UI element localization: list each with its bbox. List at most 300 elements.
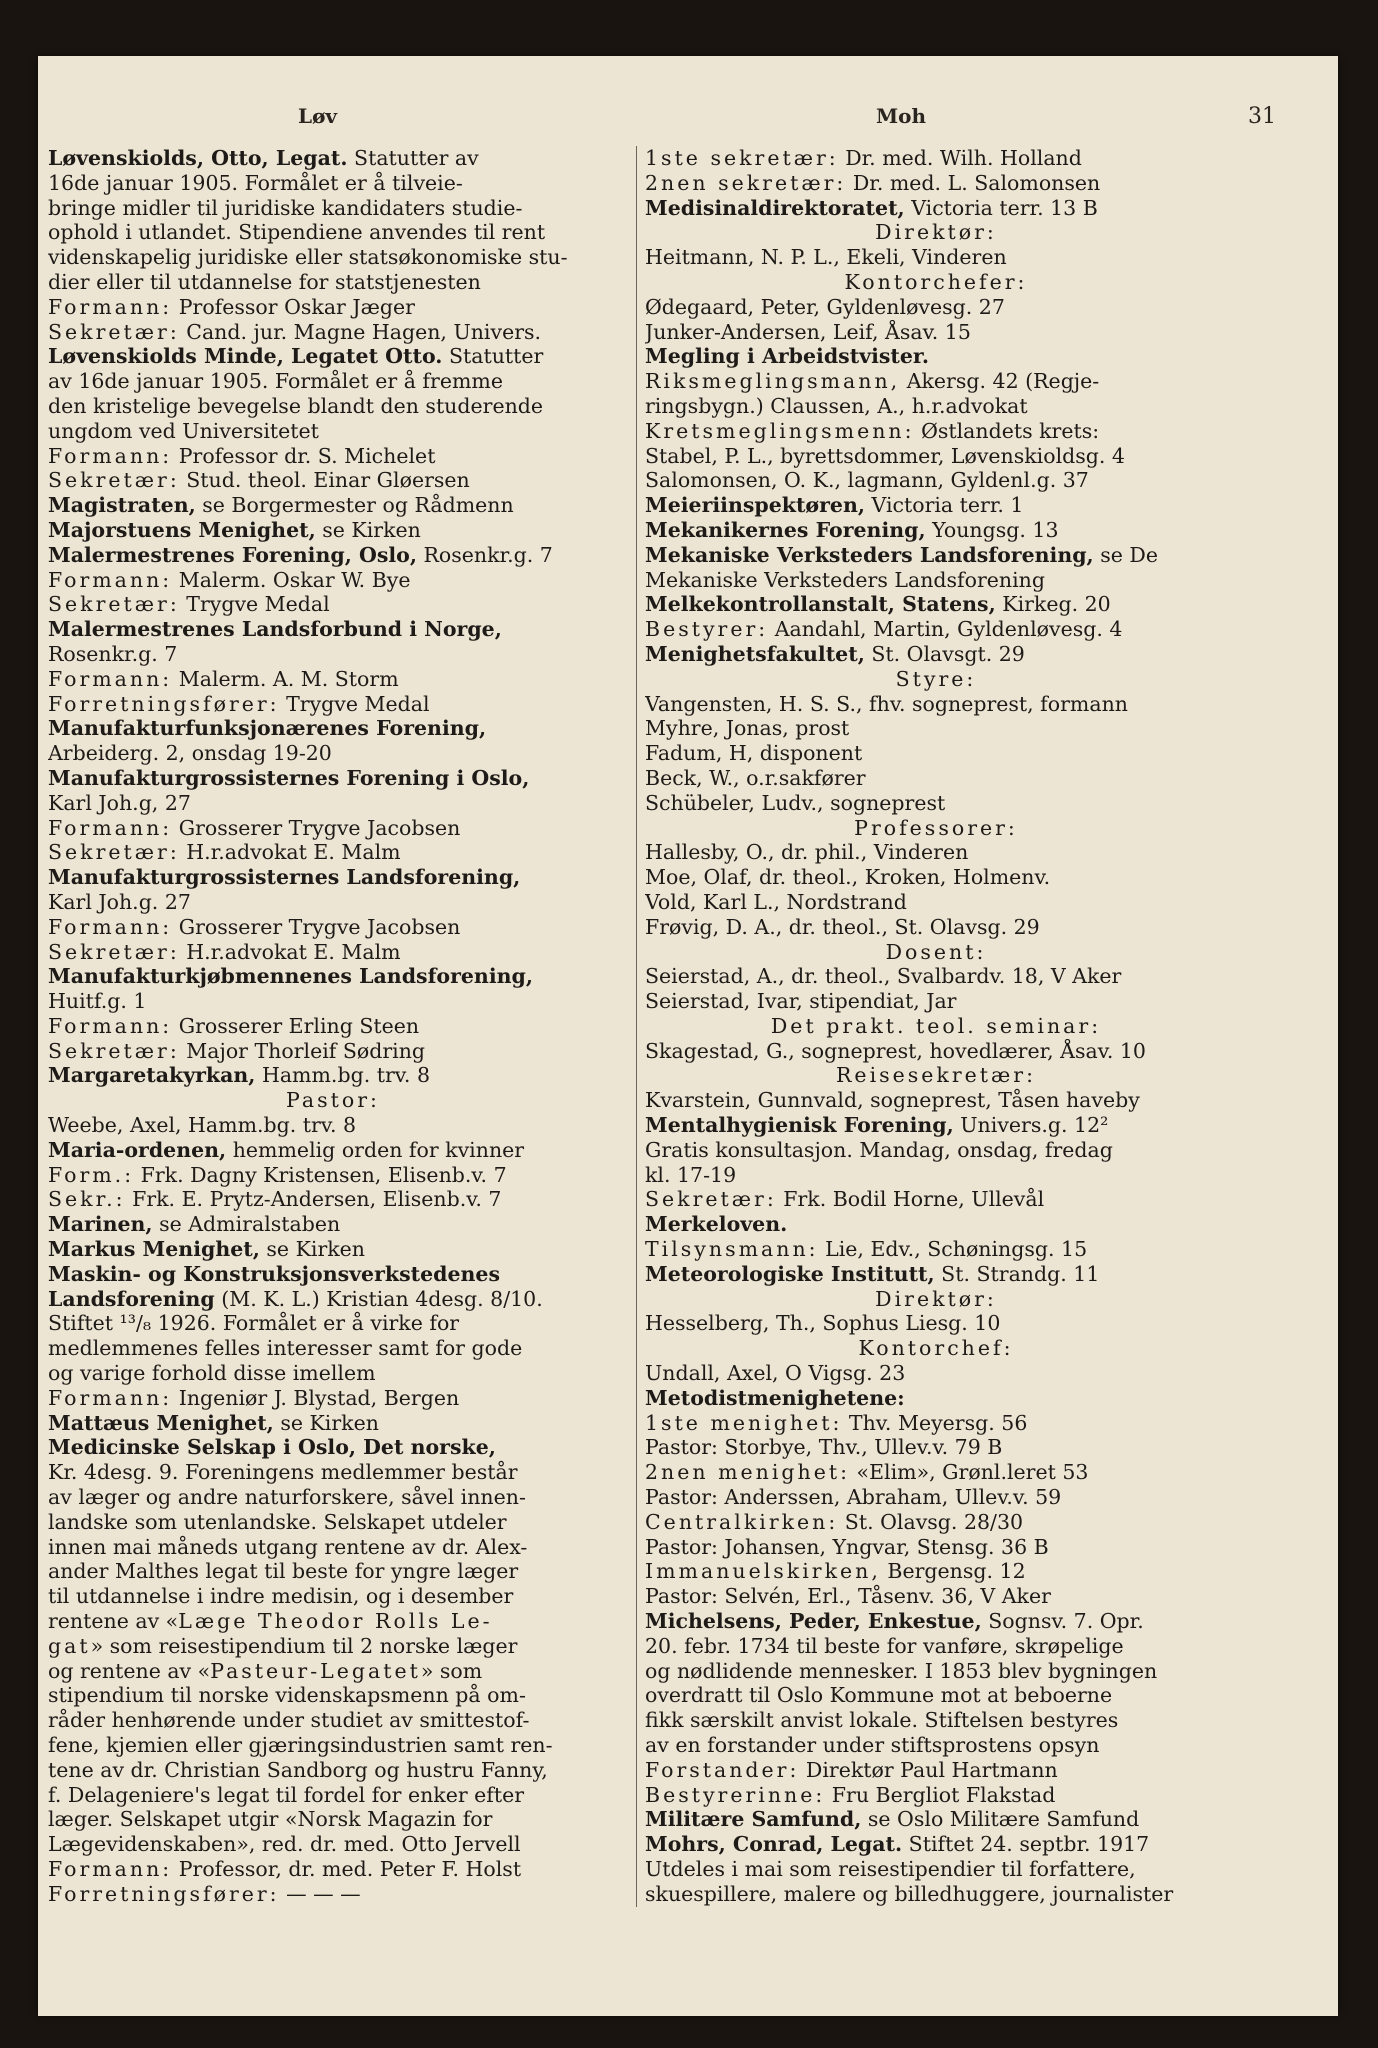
entry-text: Seierstad, A., dr. theol., Svalbardv. 18, V Aker xyxy=(645,964,1122,989)
entry-text: Professor Oskar Jæger xyxy=(172,294,415,319)
entry-line xyxy=(645,468,1227,493)
entry-line xyxy=(48,1163,618,1188)
entry-text: tene av dr. Christian Sandborg og hustru Fanny, xyxy=(48,1757,548,1782)
entry-line xyxy=(645,1510,1227,1535)
entry-line xyxy=(48,1609,618,1634)
entry-line xyxy=(645,592,1227,617)
entry-text: Trygve Medal xyxy=(279,691,430,716)
role-label: Læge Theodor Rolls Le- xyxy=(178,1609,493,1634)
entry-heading: Manufakturgrossisternes Forening i Oslo, xyxy=(48,765,530,790)
entry-line xyxy=(48,344,618,369)
entry-text: Schübeler, Ludv., sogneprest xyxy=(645,790,946,815)
entry-line xyxy=(645,146,1227,171)
entry-text: Moe, Olaf, dr. theol., Kroken, Holmenv. xyxy=(645,865,1051,890)
entry-text: og nødlidende mennesker. I 1853 blev bygningen xyxy=(645,1658,1158,1683)
entry-line xyxy=(645,816,1227,841)
entry-line xyxy=(645,295,1227,320)
entry-line xyxy=(48,1807,618,1832)
entry-line xyxy=(48,1311,618,1336)
entry-line xyxy=(48,394,618,419)
entry-text: se Kirken xyxy=(315,517,421,542)
entry-line xyxy=(48,1411,618,1436)
entry-line xyxy=(48,220,618,245)
entry-line xyxy=(645,1187,1227,1212)
entry-line xyxy=(48,1460,618,1485)
role-label: Formann: xyxy=(48,914,173,939)
entry-line xyxy=(48,1361,618,1386)
entry-line xyxy=(645,444,1227,469)
entry-text: se De xyxy=(1093,542,1158,567)
entry-line xyxy=(645,1287,1227,1312)
entry-text: H.r.advokat E. Malm xyxy=(179,939,401,964)
entry-text: læger. Selskapet utgir «Norsk Magazin for xyxy=(48,1807,493,1832)
entry-line xyxy=(48,1634,618,1659)
entry-line xyxy=(645,865,1227,890)
entry-line xyxy=(48,716,618,741)
entry-line xyxy=(48,964,618,989)
entry-line xyxy=(48,1287,618,1312)
entry-text: Myhre, Jonas, prost xyxy=(645,716,850,741)
entry-text: hemmelig orden for kvinner xyxy=(226,1137,525,1162)
entry-text: Grosserer Trygve Jacobsen xyxy=(172,914,461,939)
entry-line xyxy=(48,1584,618,1609)
entry-line xyxy=(48,940,618,965)
entry-text: den kristelige bevegelse blandt den studerende xyxy=(48,393,544,418)
entry-text: Lægevidenskaben», red. dr. med. Otto Jervell xyxy=(48,1832,521,1857)
entry-heading: Manufakturfunksjonærenes Forening, xyxy=(48,716,487,741)
entry-text: medlemmenes felles interesser samt for gode xyxy=(48,1336,523,1361)
entry-text: Trygve Medal xyxy=(179,592,330,617)
role-label: Styre: xyxy=(895,666,977,691)
entry-text: av en forstander under stiftsprostens opsyn xyxy=(645,1733,1100,1757)
role-label: Formann: xyxy=(48,1013,173,1038)
entry-text: og varige forhold disse imellem xyxy=(48,1361,376,1386)
entry-text: Pastor: Johansen, Yngvar, Stensg. 36 B xyxy=(645,1534,1049,1559)
entry-line xyxy=(645,1163,1227,1188)
role-label: Direktør: xyxy=(875,1286,997,1311)
entry-text: Rosenkr.g. 7 xyxy=(416,542,553,567)
entry-text: Victoria terr. 13 B xyxy=(904,195,1098,220)
entry-line xyxy=(645,1733,1227,1758)
entry-text: Vangensten, H. S. S., fhv. sogneprest, formann xyxy=(645,691,1128,716)
role-label: Formann: xyxy=(48,294,173,319)
entry-line xyxy=(645,171,1227,196)
entry-line xyxy=(48,1783,618,1808)
entry-line xyxy=(48,468,618,493)
entry-line xyxy=(48,692,618,717)
role-label: Sekretær: xyxy=(48,319,180,344)
entry-text: av 16de januar 1905. Formålet er å fremme xyxy=(48,369,503,394)
entry-line xyxy=(48,1857,618,1882)
entry-line xyxy=(645,1460,1227,1485)
entry-line xyxy=(645,741,1227,766)
entry-text: Ingeniør J. Blystad, Bergen xyxy=(172,1385,460,1410)
entry-text: ander Malthes legat til beste for yngre læger xyxy=(48,1559,519,1584)
entry-text: — — — xyxy=(279,1881,361,1906)
entry-text: se Kirken xyxy=(259,1237,366,1262)
entry-line xyxy=(48,369,618,394)
entry-line xyxy=(48,146,618,171)
entry-text: (M. K. L.) Kristian 4desg. 8/10. xyxy=(214,1286,543,1311)
entry-text: Frøvig, D. A., dr. theol., St. Olavsg. 29 xyxy=(645,914,1040,939)
entry-line xyxy=(48,1262,618,1287)
role-label: Forretningsfører: xyxy=(48,691,280,716)
role-label: Pasteur-Legatet xyxy=(210,1658,421,1683)
entry-line xyxy=(48,766,618,791)
entry-text: Junker-Andersen, Leif, Åsav. 15 xyxy=(645,319,971,344)
entry-line xyxy=(645,1138,1227,1163)
entry-heading: Margaretakyrkan, xyxy=(48,1063,256,1088)
entry-line xyxy=(48,1113,618,1138)
entry-line xyxy=(48,543,618,568)
entry-line xyxy=(645,1683,1227,1708)
entry-heading: Malermestrenes Landsforbund i Norge, xyxy=(48,617,502,642)
entry-heading: Majorstuens Menighet, xyxy=(48,517,316,542)
entry-text: Professor dr. S. Michelet xyxy=(172,443,436,468)
role-label: Reisesekretær: xyxy=(836,1063,1036,1088)
entry-line xyxy=(645,667,1227,692)
role-label: Forretningsfører: xyxy=(48,1881,280,1906)
entry-line xyxy=(645,1857,1227,1882)
entry-line xyxy=(48,196,618,221)
entry-line xyxy=(48,840,618,865)
role-label: 1ste sekretær: xyxy=(645,146,839,170)
entry-line xyxy=(645,1609,1227,1634)
role-label: Formann: xyxy=(48,1385,173,1410)
entry-text: Victoria terr. 1 xyxy=(865,493,1024,518)
role-label: Form.: xyxy=(48,1162,135,1187)
entry-text: og rentene av « xyxy=(48,1658,211,1683)
entry-line xyxy=(48,1212,618,1237)
role-label: Bestyrer: xyxy=(645,617,769,642)
entry-text: videnskapelig juridiske eller statsøkonomiske stu- xyxy=(48,245,568,270)
entry-line xyxy=(645,1311,1227,1336)
entry-text: Kirkeg. 20 xyxy=(995,592,1111,617)
entry-line xyxy=(48,1386,618,1411)
entry-line xyxy=(645,518,1227,543)
entry-text: Ødegaard, Peter, Gyldenløvesg. 27 xyxy=(645,294,1005,319)
entry-heading: Megling i Arbeidstvister. xyxy=(645,344,929,369)
entry-heading: Michelsens, Peder, Enkestue, xyxy=(645,1609,982,1634)
entry-heading: Mekaniske Verksteders Landsforening, xyxy=(645,542,1094,567)
entry-text: Dr. med. Wilh. Holland xyxy=(838,146,1082,170)
entry-text: Weebe, Axel, Hamm.bg. trv. 8 xyxy=(48,1113,357,1138)
entry-line xyxy=(48,568,618,593)
entry-line xyxy=(48,493,618,518)
entry-line xyxy=(645,1088,1227,1113)
entry-heading: Markus Menighet, xyxy=(48,1237,260,1262)
entry-heading: Merkeloven. xyxy=(645,1212,788,1237)
entry-text: Youngsg. 13 xyxy=(925,517,1059,542)
entry-text: Cand. jur. Magne Hagen, Univers. xyxy=(179,319,542,344)
entry-text: Major Thorleif Sødring xyxy=(179,1038,426,1063)
entry-text: landske som utenlandske. Selskapet utdeler xyxy=(48,1509,507,1534)
entry-line xyxy=(48,1683,618,1708)
entry-line xyxy=(48,1039,618,1064)
entry-text: Fadum, H, disponent xyxy=(645,741,863,766)
entry-heading: Manufakturkjøbmennenes Landsforening, xyxy=(48,964,533,989)
entry-line xyxy=(645,320,1227,345)
entry-text: 20. febr. 1734 til beste for vanføre, skrøpelige xyxy=(645,1633,1124,1658)
entry-line xyxy=(645,1882,1227,1907)
entry-heading: Mattæus Menighet, xyxy=(48,1410,274,1435)
entry-line xyxy=(48,1559,618,1584)
entry-line xyxy=(645,1832,1227,1857)
role-label: Sekr.: xyxy=(48,1187,126,1212)
entry-line xyxy=(48,1435,618,1460)
entry-line xyxy=(645,989,1227,1014)
entry-text: Hamm.bg. trv. 8 xyxy=(255,1063,430,1088)
entry-text: Skagestad, G., sogneprest, hovedlærer, Åsav. 10 xyxy=(645,1038,1146,1063)
entry-text: Malerm. A. M. Storm xyxy=(172,666,399,691)
entry-heading: Menighetsfakultet, xyxy=(645,641,865,666)
entry-text: Bergensg. 12 xyxy=(880,1559,1026,1584)
entry-text: overdratt til Oslo Kommune mot at beboerne xyxy=(645,1683,1113,1708)
entry-text: St. Strandg. 11 xyxy=(934,1261,1100,1286)
entry-line xyxy=(48,1832,618,1857)
entry-line xyxy=(48,419,618,444)
entry-text: H.r.advokat E. Malm xyxy=(179,840,401,865)
entry-text: Huitf.g. 1 xyxy=(48,989,147,1014)
role-label: Immanuelskirken, xyxy=(645,1559,881,1584)
entry-text: » som xyxy=(420,1658,483,1683)
entry-text: Heitmann, N. P. L., Ekeli, Vinderen xyxy=(645,245,1007,270)
entry-text: Arbeiderg. 2, onsdag 19-20 xyxy=(48,741,332,766)
entry-heading: Løvenskiolds Minde, Legatet Otto. xyxy=(48,344,443,369)
entry-text: Lie, Edv., Schøningsg. 15 xyxy=(818,1237,1088,1262)
entry-text: Stabel, P. L., byrettsdommer, Løvenskioldsg. 4 xyxy=(645,443,1125,468)
entry-line xyxy=(645,369,1227,394)
entry-line xyxy=(645,617,1227,642)
entry-text: se Kirken xyxy=(273,1410,379,1435)
entry-text: Statutter av xyxy=(347,146,479,170)
entry-heading: Metodistmenighetene: xyxy=(645,1385,905,1410)
entry-text: Malerm. Oskar W. Bye xyxy=(172,567,411,592)
entry-heading: Militære Samfund, xyxy=(645,1807,862,1832)
entry-text: ophold i utlandet. Stipendiene anvendes til rent xyxy=(48,220,546,245)
role-label: Tilsynsmann: xyxy=(645,1237,819,1262)
entry-line xyxy=(48,890,618,915)
entry-text: Grosserer Erling Steen xyxy=(172,1013,420,1038)
entry-text: Pastor: Anderssen, Abraham, Ullev.v. 59 xyxy=(645,1485,1062,1510)
entry-text: Mekaniske Verksteders Landsforening xyxy=(645,567,1046,592)
entry-text: Thv. Meyersg. 56 xyxy=(842,1410,1028,1435)
entry-text: Salomonsen, O. K., lagmann, Gyldenl.g. 37 xyxy=(645,468,1089,493)
entry-line xyxy=(645,568,1227,593)
role-label: Det prakt. teol. seminar: xyxy=(770,1013,1102,1038)
role-label: Formann: xyxy=(48,443,173,468)
entry-text: Vold, Karl L., Nordstrand xyxy=(645,889,907,914)
entry-text: dier eller til utdannelse for statstjenesten xyxy=(48,269,481,294)
entry-text: Beck, W., o.r.sakfører xyxy=(645,765,866,790)
header-left-keyword: Løv xyxy=(298,104,338,128)
role-label: Sekretær: xyxy=(48,1038,180,1063)
entry-line xyxy=(645,1386,1227,1411)
role-label: Direktør: xyxy=(875,220,997,245)
document-page xyxy=(38,56,1338,2016)
header-right-keyword: Moh xyxy=(876,104,927,128)
entry-text: fikk særskilt anvist lokale. Stiftelsen bestyres xyxy=(645,1708,1119,1733)
entry-heading: Medisinaldirektoratet, xyxy=(645,195,905,220)
entry-text: av læger og andre naturforskere, såvel innen- xyxy=(48,1485,526,1510)
entry-line xyxy=(48,1063,618,1088)
entry-line xyxy=(645,1807,1227,1832)
entry-heading: Malermestrenes Forening, Oslo, xyxy=(48,542,417,567)
entry-line xyxy=(645,1039,1227,1064)
entry-text: til utdannelse i indre medisin, og i desember xyxy=(48,1584,514,1609)
entry-text: 16de januar 1905. Formålet er å tilveie- xyxy=(48,170,463,195)
entry-line xyxy=(645,1758,1227,1783)
entry-line xyxy=(48,915,618,940)
entry-line xyxy=(48,295,618,320)
entry-heading: Melkekontrollanstalt, Statens, xyxy=(645,592,996,617)
entry-heading: Mentalhygienisk Forening, xyxy=(645,1113,954,1138)
entry-line xyxy=(645,1634,1227,1659)
role-label: Formann: xyxy=(48,567,173,592)
entry-line xyxy=(645,1485,1227,1510)
role-label: Formann: xyxy=(48,666,173,691)
entry-line xyxy=(645,1411,1227,1436)
entry-line xyxy=(645,964,1227,989)
entry-line xyxy=(645,692,1227,717)
entry-line xyxy=(48,617,618,642)
entry-text: kl. 17-19 xyxy=(645,1162,737,1187)
entry-line xyxy=(48,1659,618,1684)
entry-line xyxy=(645,791,1227,816)
entry-heading: Landsforening xyxy=(48,1286,215,1311)
role-label: Pastor: xyxy=(286,1088,380,1113)
role-label: Sekretær: xyxy=(645,1187,777,1212)
entry-line xyxy=(645,1435,1227,1460)
entry-heading: Magistraten, xyxy=(48,493,196,518)
entry-text: Karl Joh.g. 27 xyxy=(48,889,191,914)
entry-text: stipendium til norske videnskapsmenn på om- xyxy=(48,1683,526,1708)
entry-line xyxy=(645,716,1227,741)
entry-text: Aandahl, Martin, Gyldenløvesg. 4 xyxy=(768,617,1123,642)
entry-text: Kr. 4desg. 9. Foreningens medlemmer består xyxy=(48,1460,518,1485)
entry-text: Hesselberg, Th., Sophus Liesg. 10 xyxy=(645,1311,1001,1336)
entry-text: Østlandets krets: xyxy=(914,418,1100,443)
entry-line xyxy=(48,1138,618,1163)
entry-heading: Mekanikernes Forening, xyxy=(645,517,926,542)
entry-line xyxy=(645,245,1227,270)
entry-heading: Meteorologiske Institutt, xyxy=(645,1261,935,1286)
entry-line xyxy=(48,1088,618,1113)
entry-line xyxy=(48,1882,618,1907)
entry-text: Frk. Bodil Horne, Ullevål xyxy=(776,1187,1045,1212)
entry-line xyxy=(645,1535,1227,1560)
entry-text: skuespillere, malere og billedhuggere, journalister xyxy=(645,1881,1174,1906)
role-label: Sekretær: xyxy=(48,592,180,617)
entry-text: St. Olavsgt. 29 xyxy=(864,641,1025,666)
entry-line xyxy=(645,1584,1227,1609)
entry-line xyxy=(48,642,618,667)
entry-heading: Manufakturgrossisternes Landsforening, xyxy=(48,865,521,890)
role-label: Dosent: xyxy=(885,939,987,964)
role-label: Riksmeglingsmann, xyxy=(645,369,901,394)
entry-line xyxy=(48,865,618,890)
entry-text: Karl Joh.g, 27 xyxy=(48,790,191,815)
entry-line xyxy=(48,444,618,469)
role-label: Centralkirken: xyxy=(645,1509,839,1534)
entry-line xyxy=(645,915,1227,940)
entry-heading: Maskin- og Konstruksjonsverkstedenes xyxy=(48,1261,501,1286)
entry-text: » som reisestipendium til 2 norske læger xyxy=(90,1633,518,1658)
entry-line xyxy=(48,1187,618,1212)
entry-text: Rosenkr.g. 7 xyxy=(48,641,178,666)
role-label: Sekretær: xyxy=(48,840,180,865)
entry-heading: Medicinske Selskap i Oslo, Det norske, xyxy=(48,1435,496,1460)
entry-text: Utdeles i mai som reisestipendier til forfattere, xyxy=(645,1856,1136,1881)
entry-text: innen mai måneds utgang rentene av dr. Alex- xyxy=(48,1534,528,1559)
entry-heading: Marinen, xyxy=(48,1212,153,1237)
entry-line xyxy=(645,270,1227,295)
entry-line xyxy=(645,940,1227,965)
entry-line xyxy=(645,394,1227,419)
entry-heading: Mohrs, Conrad, Legat. xyxy=(645,1832,903,1857)
entry-line xyxy=(48,1336,618,1361)
entry-line xyxy=(645,1237,1227,1262)
entry-heading: Løvenskiolds, Otto, Legat. xyxy=(48,146,348,170)
entry-line xyxy=(645,1708,1227,1733)
entry-text: Stiftet ¹³/₈ 1926. Formålet er å virke for xyxy=(48,1311,460,1336)
entry-text: se Borgermester og Rådmenn xyxy=(195,493,514,518)
entry-text: f. Delageniere's legat til fordel for enker efter xyxy=(48,1782,525,1807)
entry-line xyxy=(48,518,618,543)
entry-line xyxy=(645,1659,1227,1684)
page-number: 31 xyxy=(1248,104,1276,129)
entry-line xyxy=(48,1014,618,1039)
entry-text: Stud. theol. Einar Gløersen xyxy=(179,468,470,493)
entry-line xyxy=(48,667,618,692)
entry-text: Pastor: Selvén, Erl., Tåsenv. 36, V Aker xyxy=(645,1584,1051,1609)
role-label: Kontorchef: xyxy=(858,1336,1014,1361)
entry-text: råder henhørende under studiet av smittestof- xyxy=(48,1708,530,1733)
entry-line xyxy=(645,1262,1227,1287)
role-label: gat xyxy=(48,1633,91,1658)
entry-line xyxy=(645,220,1227,245)
entry-line xyxy=(645,642,1227,667)
entry-text: Frk. Dagny Kristensen, Elisenb.v. 7 xyxy=(134,1162,507,1187)
role-label: 2nen sekretær: xyxy=(645,170,847,195)
role-label: 1ste menighet: xyxy=(645,1410,843,1435)
entry-text: ungdom ved Universitetet xyxy=(48,418,319,443)
role-label: Professorer: xyxy=(854,815,1018,840)
entry-line xyxy=(645,1361,1227,1386)
entry-line xyxy=(48,741,618,766)
entry-line xyxy=(48,1535,618,1560)
entry-line xyxy=(48,245,618,270)
entry-text: se Admiralstaben xyxy=(152,1212,341,1237)
entry-line xyxy=(48,1733,618,1758)
entry-line xyxy=(48,1485,618,1510)
entry-line xyxy=(48,592,618,617)
entry-text: Undall, Axel, O Vigsg. 23 xyxy=(645,1361,906,1386)
entry-heading: Maria-ordenen, xyxy=(48,1137,227,1162)
entry-line xyxy=(645,1063,1227,1088)
entry-line xyxy=(48,270,618,295)
entry-text: se Oslo Militære Samfund xyxy=(861,1807,1140,1832)
entry-line xyxy=(645,1113,1227,1138)
entry-line xyxy=(645,766,1227,791)
entry-line xyxy=(645,890,1227,915)
entry-text: St. Olavsg. 28/30 xyxy=(838,1509,1024,1534)
entry-line xyxy=(48,1708,618,1733)
entry-line xyxy=(645,1212,1227,1237)
entry-line xyxy=(48,816,618,841)
entry-text: Dr. med. L. Salomonsen xyxy=(846,170,1101,195)
entry-line xyxy=(645,543,1227,568)
